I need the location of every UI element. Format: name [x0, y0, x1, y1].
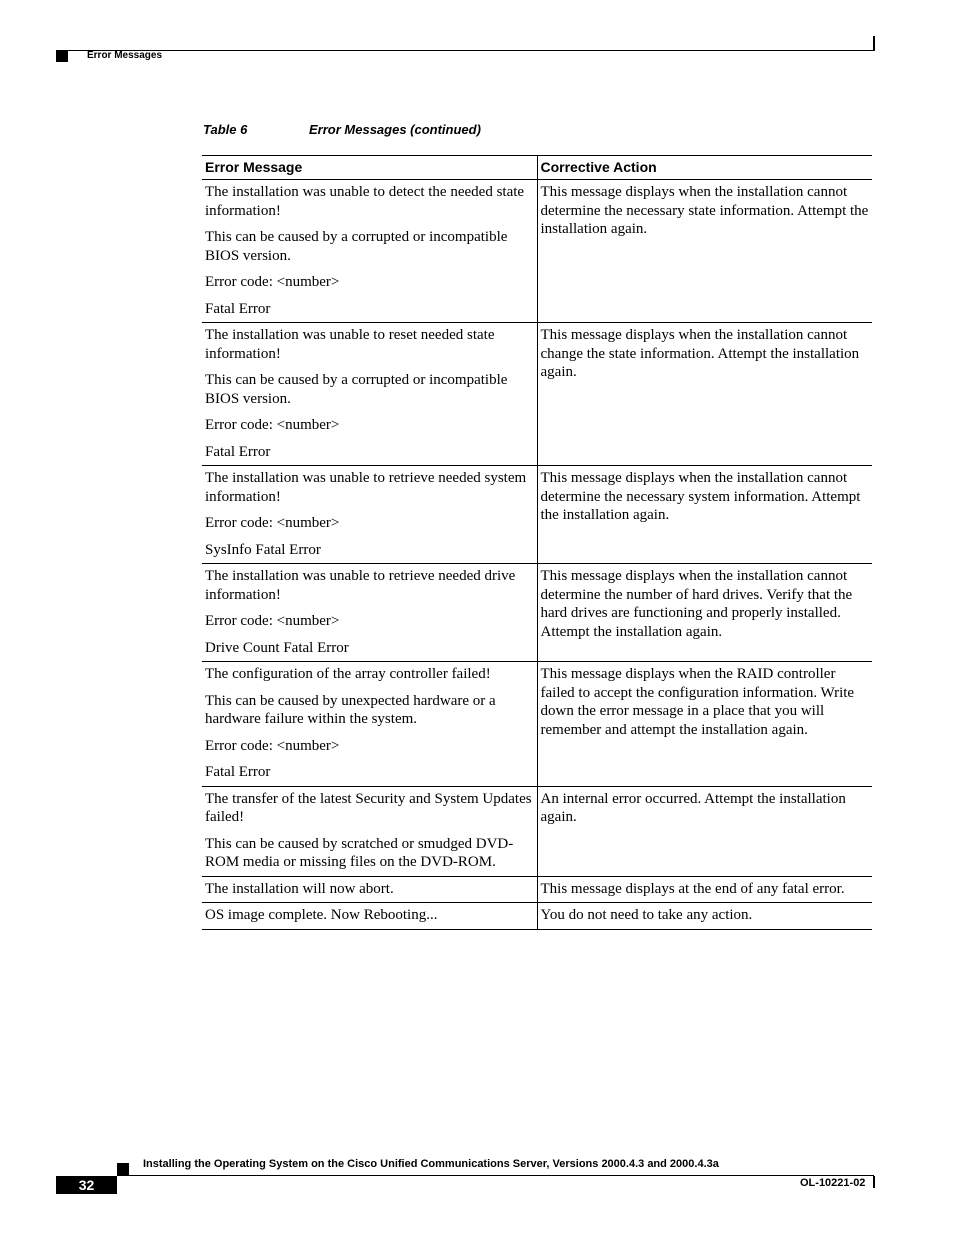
error-message-text: The installation was unable to detect the needed state information!	[205, 184, 525, 219]
error-code-text: Error code: <number>	[205, 737, 340, 754]
corrective-action-cell	[537, 662, 872, 787]
corrective-action-cell	[537, 323, 872, 466]
error-message-text: The transfer of the latest Security and System Updates failed!	[205, 790, 532, 825]
corrective-action-text: This message displays when the RAID controller failed to accept the configuration information. Write down the error message in a place that you will remember and attempt the installation again.	[540, 666, 855, 738]
corrective-action-cell	[537, 564, 872, 662]
table-row	[202, 786, 872, 876]
table-caption-title: Error Messages (continued)	[309, 122, 481, 137]
header-marker	[56, 50, 68, 62]
corrective-action-text: This message displays at the end of any fatal error.	[540, 880, 845, 897]
error-cause-text: This can be caused by scratched or smudged DVD-ROM media or missing files on the DVD-ROM.	[205, 835, 514, 870]
corrective-action-text: This message displays when the installation cannot change the state information. Attempt the installation again.	[540, 327, 860, 380]
error-severity-text: Fatal Error	[205, 300, 271, 317]
error-message-cell	[202, 564, 537, 662]
error-message-cell	[202, 662, 537, 787]
header-section-title: Error Messages	[87, 50, 163, 61]
error-message-text: The installation was unable to retrieve needed drive information!	[205, 568, 516, 603]
error-cause-text: This can be caused by a corrupted or incompatible BIOS version.	[205, 229, 508, 264]
corrective-action-cell	[537, 786, 872, 876]
error-message-cell	[202, 903, 537, 930]
error-cause-text: This can be caused by a corrupted or incompatible BIOS version.	[205, 372, 508, 407]
corrective-action-text: This message displays when the installation cannot determine the necessary state information. Attempt the installation again.	[540, 184, 869, 237]
corrective-action-cell	[537, 876, 872, 903]
corrective-action-text: This message displays when the installation cannot determine the number of hard drives. Verify that the hard drives are functioning and properly installed. Attempt the installation again.	[540, 568, 853, 640]
corrective-action-text: This message displays when the installation cannot determine the necessary system information. Attempt the installation again.	[540, 470, 861, 523]
corrective-action-cell	[537, 180, 872, 323]
table-row	[202, 564, 872, 662]
table-row	[202, 662, 872, 787]
error-message-text: The installation was unable to reset needed state information!	[205, 327, 495, 362]
error-message-text: The configuration of the array controller failed!	[205, 666, 491, 682]
corrective-action-cell	[537, 903, 872, 930]
table-row	[202, 323, 872, 466]
column-header-error-message: Error Message	[202, 156, 537, 180]
table-row	[202, 466, 872, 564]
error-message-text: The installation was unable to retrieve needed system information!	[205, 470, 527, 505]
error-messages-table	[202, 155, 872, 930]
error-severity-text: Fatal Error	[205, 443, 271, 460]
error-message-cell	[202, 876, 537, 903]
error-message-cell	[202, 786, 537, 876]
page-number: 32	[56, 1176, 117, 1194]
error-code-text: Error code: <number>	[205, 515, 340, 531]
table-row	[202, 180, 872, 323]
error-message-text: OS image complete. Now Rebooting...	[205, 907, 438, 923]
error-code-text: Error code: <number>	[205, 274, 340, 290]
corrective-action-text: An internal error occurred. Attempt the installation again.	[540, 790, 846, 825]
footer-tick	[873, 1176, 875, 1188]
header-rule	[68, 50, 874, 51]
corrective-action-cell	[537, 466, 872, 564]
table-row	[202, 903, 872, 930]
column-header-corrective-action: Corrective Action	[537, 156, 872, 180]
corrective-action-text: You do not need to take any action.	[540, 907, 753, 923]
document-id: OL-10221-02	[800, 1177, 866, 1189]
error-cause-text: This can be caused by unexpected hardware or a hardware failure within the system.	[205, 692, 496, 727]
table-caption-number: Table 6	[203, 122, 248, 137]
error-message-cell	[202, 323, 537, 466]
error-code-text: Error code: <number>	[205, 417, 340, 433]
footer-document-title: Installing the Operating System on the Cisco Unified Communications Server, Versions 2000.4.3 and 2000.4.3a	[143, 1158, 719, 1170]
table-row	[202, 876, 872, 903]
error-message-cell	[202, 180, 537, 323]
footer-marker	[117, 1163, 129, 1175]
error-code-text: Error code: <number>	[205, 613, 340, 629]
table-header-row	[202, 156, 872, 180]
error-severity-text: Fatal Error	[205, 764, 271, 780]
error-message-text: The installation will now abort.	[205, 880, 394, 897]
error-message-cell	[202, 466, 537, 564]
footer-rule	[117, 1175, 874, 1176]
error-severity-text: SysInfo Fatal Error	[205, 541, 321, 558]
error-severity-text: Drive Count Fatal Error	[205, 639, 349, 656]
header-tick	[873, 36, 875, 51]
